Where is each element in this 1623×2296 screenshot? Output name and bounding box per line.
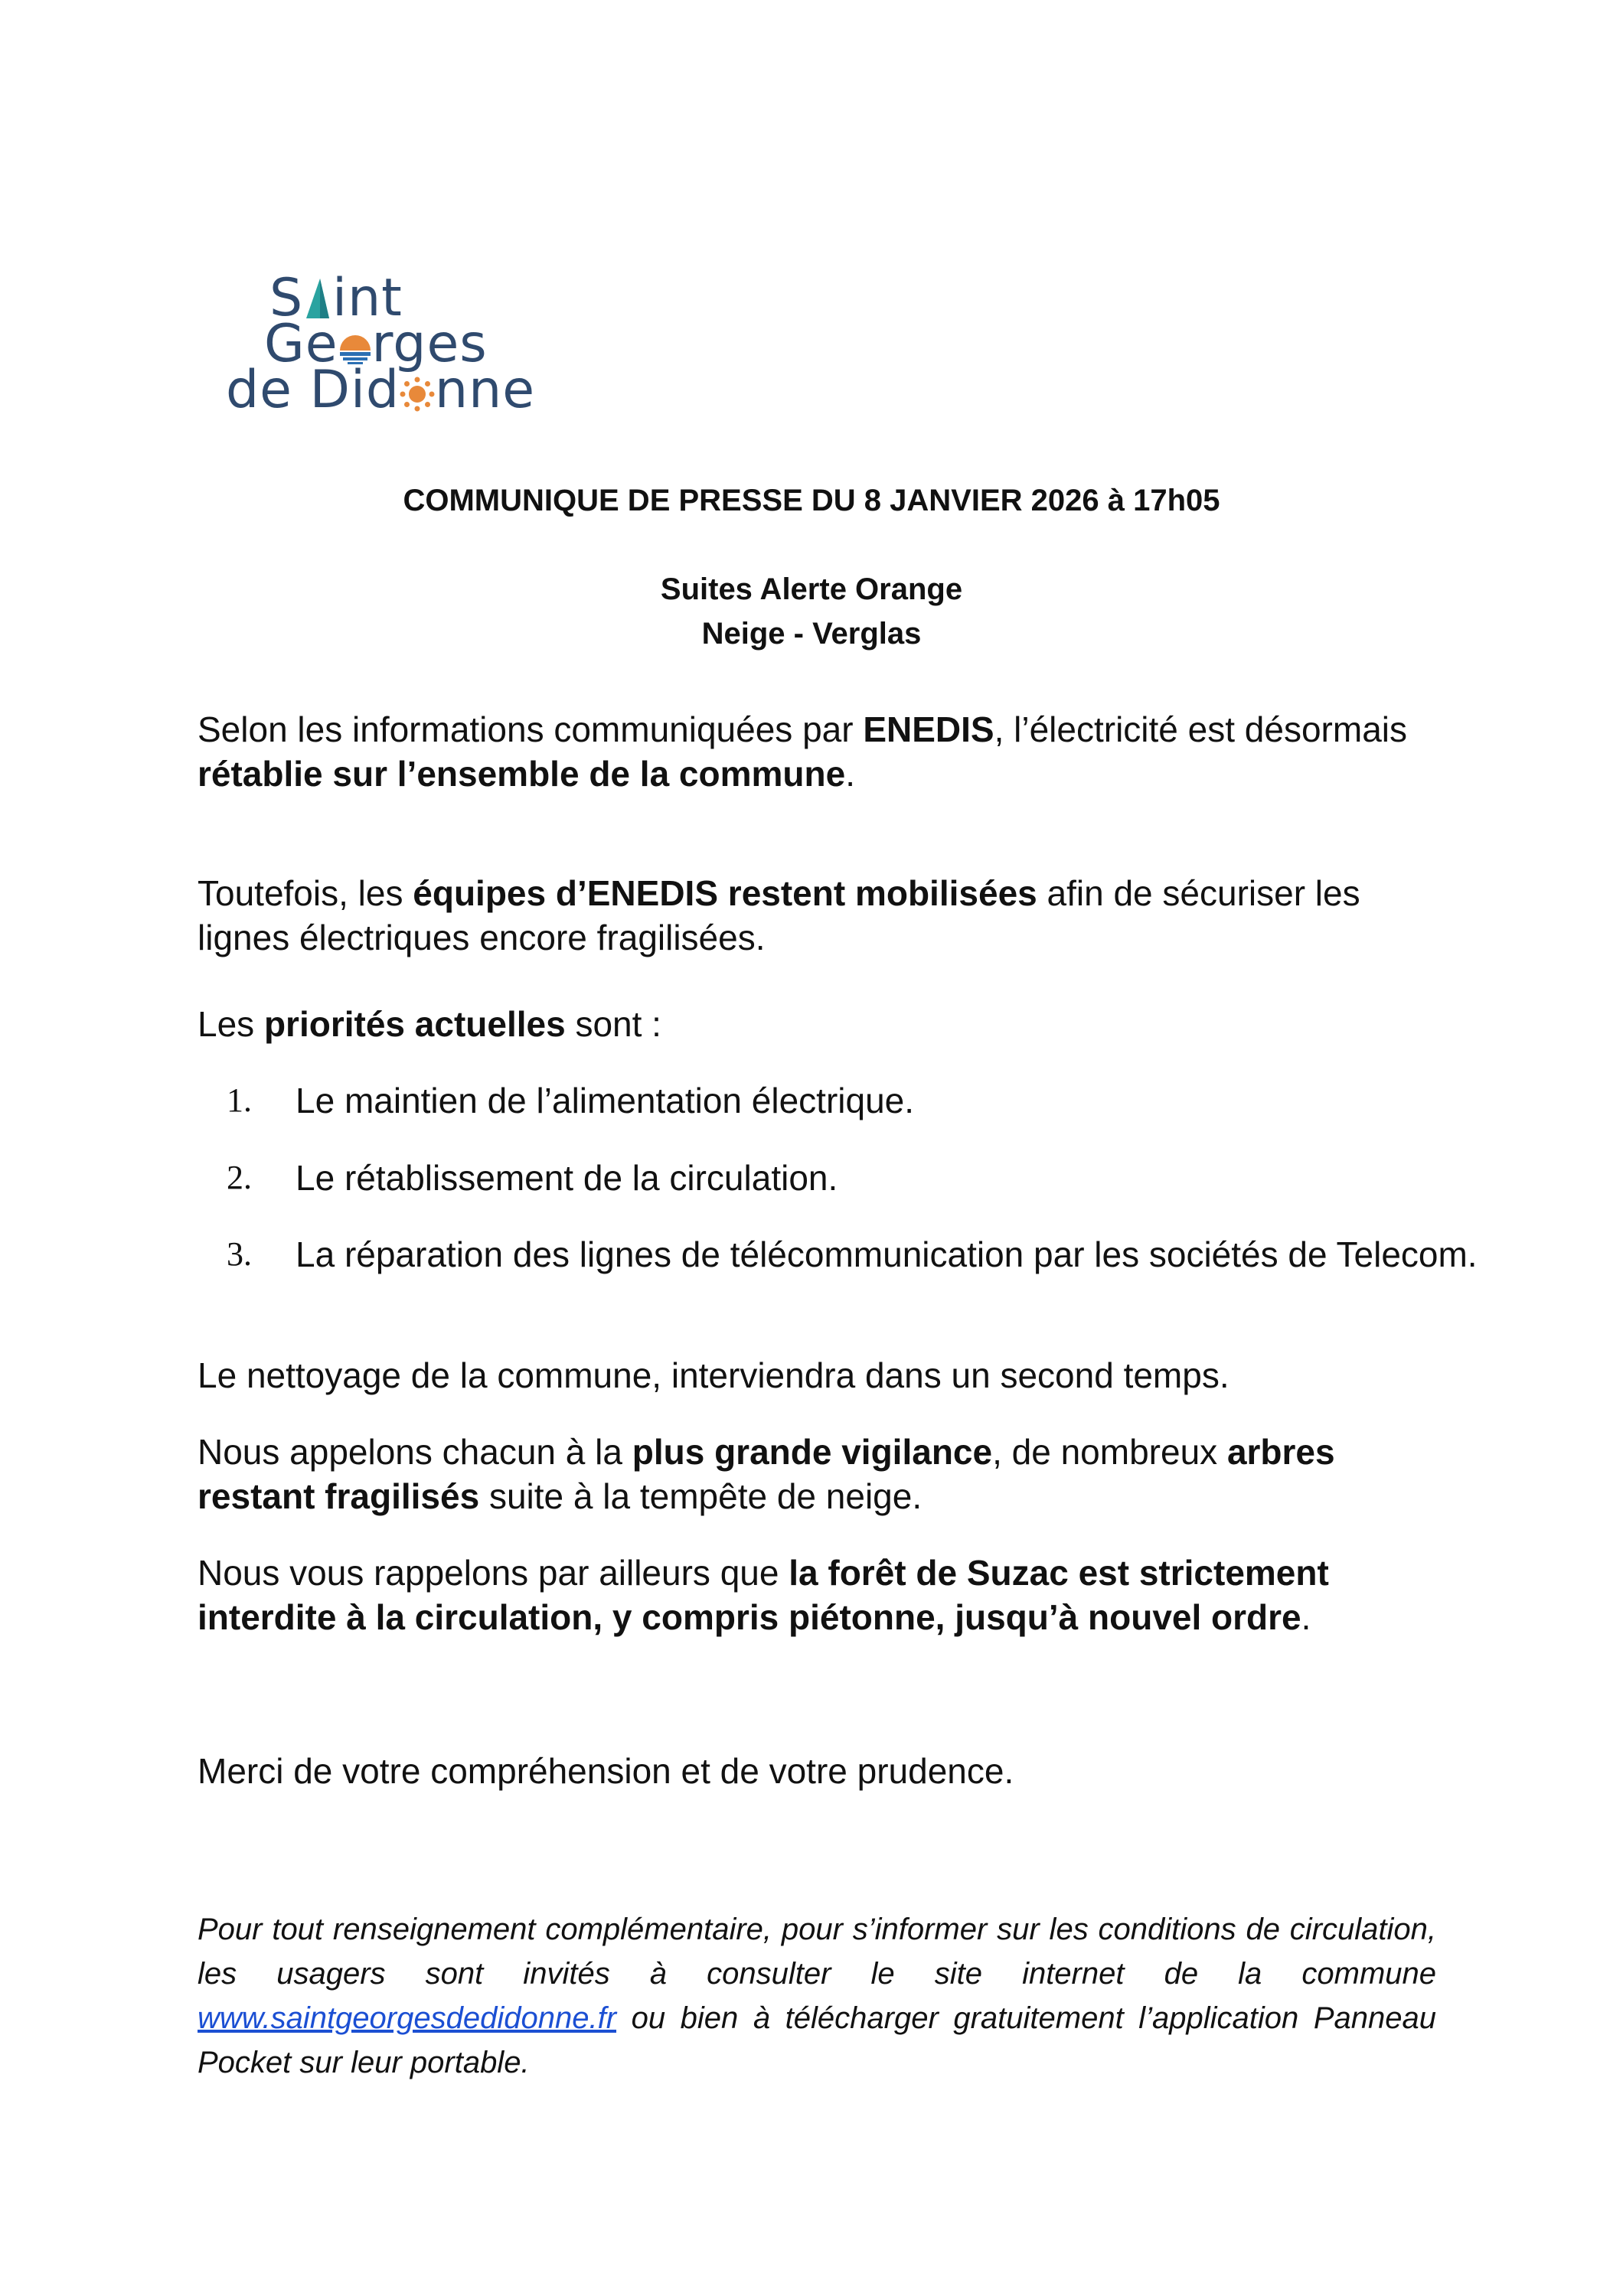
paragraph-thanks: Merci de votre compréhension et de votre prudence. [198, 1751, 1014, 1791]
list-number: 1. [227, 1081, 252, 1119]
paragraph-priorities-intro: Les priorités actuelles sont : [198, 1004, 661, 1044]
list-number: 2. [227, 1159, 252, 1196]
commune-website-link[interactable]: www.saintgeorgesdedidonne.fr [198, 2001, 617, 2035]
logo-line-georges: Ge rges [264, 314, 488, 374]
list-text: Le maintien de l’alimentation électrique. [296, 1081, 915, 1120]
paragraph-vigilance: Nous appelons chacun à la plus grande vigilance, de nombreux arbres restant fragilisés suite à la tempête de neige. [198, 1432, 1335, 1516]
list-number: 3. [227, 1235, 252, 1273]
list-text: La réparation des lignes de télécommunication par les sociétés de Telecom. [296, 1234, 1478, 1274]
paragraph-enedis-teams: Toutefois, les équipes d’ENEDIS restent mobilisées afin de sécuriser les lignes électriques encore fragilisées. [198, 873, 1360, 957]
commune-logo [222, 268, 536, 436]
press-release-title: COMMUNIQUE DE PRESSE DU 8 JANVIER 2026 à 17h05 [403, 484, 1220, 517]
paragraph-cleaning: Le nettoyage de la commune, interviendra dans un second temps. [198, 1355, 1229, 1395]
subtitle-weather: Neige - Verglas [701, 617, 922, 651]
subtitle-alert: Suites Alerte Orange [660, 572, 963, 606]
list-text: Le rétablissement de la circulation. [296, 1158, 838, 1198]
logo-line-didonne: de Did nne [226, 360, 536, 420]
footer-information-note: Pour tout renseignement complémentaire, pour s’informer sur les conditions de circulation, les usagers sont invités à consulter le site internet de la commune www.saintgeorgesdedidonne.fr ou bien à télécharger gratuitement l’application Panneau Pocket sur leur portable. [198, 1913, 1436, 2079]
sun-icon [400, 377, 435, 412]
logo-line-saint: S int [269, 268, 403, 328]
paragraph-forest-closed: Nous vous rappelons par ailleurs que la forêt de Suzac est strictement interdite à la circulation, y compris piétonne, jusqu’à nouvel ordre. [198, 1553, 1329, 1637]
paragraph-electricity-restored: Selon les informations communiquées par ENEDIS, l’électricité est désormais rétablie sur l’ensemble de la commune. [198, 709, 1407, 794]
